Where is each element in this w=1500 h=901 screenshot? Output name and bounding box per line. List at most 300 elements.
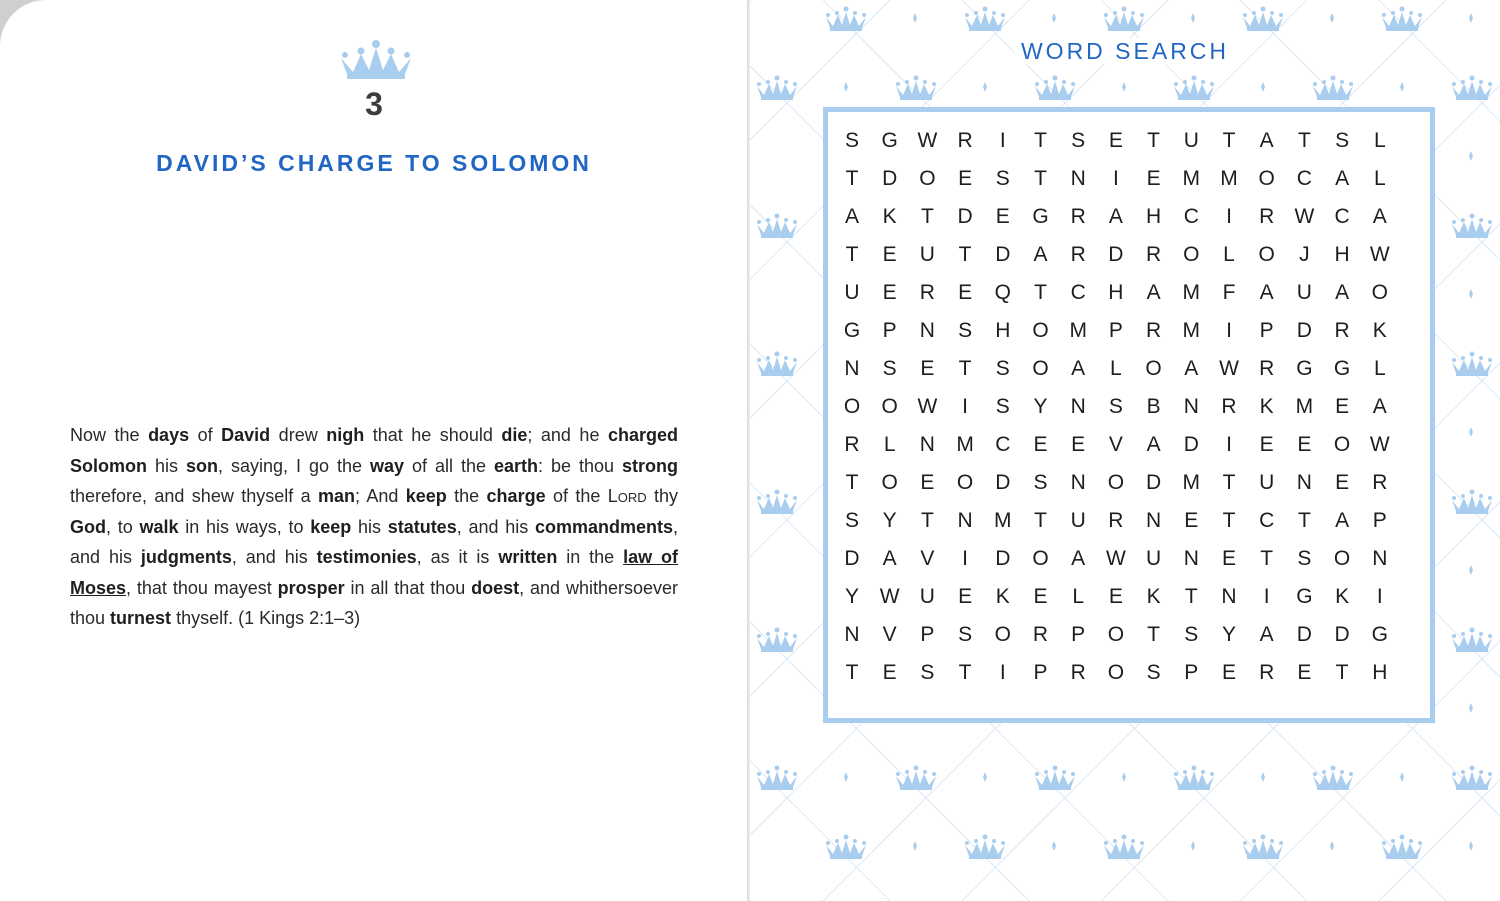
grid-letter[interactable]: E — [1108, 585, 1123, 608]
highlighted-word: son — [185, 455, 218, 476]
grid-letter[interactable]: R — [1032, 623, 1049, 646]
grid-letter[interactable]: C — [1070, 281, 1086, 304]
grid-letter[interactable]: G — [1333, 357, 1351, 380]
diamond-icon — [1122, 82, 1126, 92]
grid-letter[interactable]: H — [1372, 661, 1388, 684]
grid-letter[interactable]: R — [957, 129, 973, 152]
diamond-icon — [844, 772, 848, 782]
grid-letter[interactable]: O — [956, 471, 974, 494]
grid-letter[interactable]: A — [844, 205, 859, 228]
grid-letter[interactable]: O — [1032, 357, 1049, 380]
grid-letter[interactable]: A — [1335, 509, 1350, 532]
grid-letter[interactable]: E — [1297, 661, 1312, 684]
grid-letter[interactable]: S — [882, 357, 897, 380]
grid-letter[interactable]: I — [962, 547, 969, 570]
grid-letter[interactable]: E — [882, 661, 897, 684]
grid-letter[interactable]: A — [1259, 623, 1274, 646]
grid-row — [840, 319, 1408, 357]
passage-text: in his ways, to — [178, 516, 311, 537]
passage-text: that he should — [364, 425, 502, 445]
grid-letter[interactable]: N — [1070, 471, 1086, 494]
grid-letter[interactable]: M — [1182, 281, 1201, 304]
grid-letter[interactable]: G — [881, 129, 898, 152]
grid-letter[interactable]: T — [845, 167, 859, 190]
grid-letter[interactable]: M — [956, 433, 974, 456]
grid-letter[interactable]: O — [1032, 547, 1049, 570]
grid-letter[interactable]: S — [958, 623, 973, 646]
grid-letter[interactable]: M — [1295, 395, 1314, 418]
diamond-icon — [913, 13, 917, 23]
grid-letter[interactable]: N — [1221, 585, 1237, 608]
passage-text: , and whithersoever thou — [70, 577, 678, 628]
grid-letter[interactable]: M — [1220, 167, 1238, 190]
grid-letter[interactable]: R — [1221, 395, 1237, 418]
grid-letter[interactable]: A — [882, 547, 897, 570]
crown-icon — [1382, 7, 1422, 32]
grid-letter[interactable]: L — [1110, 357, 1122, 380]
grid-row — [840, 129, 1408, 167]
grid-letter[interactable]: B — [1146, 395, 1161, 418]
grid-letter[interactable]: W — [1219, 357, 1239, 380]
grid-letter[interactable]: S — [1184, 623, 1199, 646]
grid-letter[interactable]: S — [920, 661, 935, 684]
diamond-icon — [1469, 427, 1473, 437]
grid-letter[interactable]: G — [1296, 357, 1313, 380]
grid-letter[interactable]: E — [1146, 167, 1161, 190]
highlighted-word: strong — [622, 455, 678, 476]
grid-letter[interactable]: I — [962, 395, 969, 418]
passage-text: in all that thou — [344, 577, 472, 598]
grid-letter[interactable]: E — [1259, 433, 1274, 456]
grid-letter[interactable]: V — [1108, 433, 1123, 456]
grid-letter[interactable]: A — [1259, 129, 1274, 152]
grid-letter[interactable]: K — [1259, 395, 1274, 418]
crown-icon — [1452, 352, 1492, 377]
grid-row — [840, 205, 1408, 243]
grid-letter[interactable]: H — [1108, 281, 1124, 304]
grid-letter[interactable]: R — [1146, 243, 1162, 266]
grid-letter[interactable]: M — [1069, 319, 1087, 342]
passage-text: Lord — [607, 486, 647, 506]
highlighted-word: doest — [471, 577, 520, 598]
grid-letter[interactable]: T — [1147, 129, 1160, 152]
crown-icon — [1452, 490, 1492, 515]
grid-letter[interactable]: U — [844, 281, 860, 304]
diamond-icon — [1330, 841, 1334, 851]
grid-letter[interactable]: L — [1223, 243, 1235, 266]
chapter-title: DAVID’S CHARGE TO SOLOMON — [156, 150, 592, 176]
grid-letter[interactable]: E — [920, 357, 935, 380]
grid-letter[interactable]: A — [1033, 243, 1048, 266]
grid-letter[interactable]: M — [1182, 319, 1201, 342]
grid-letter[interactable]: I — [1226, 205, 1232, 228]
grid-letter[interactable]: T — [920, 205, 934, 228]
grid-letter[interactable]: T — [845, 471, 859, 494]
grid-letter[interactable]: A — [1071, 547, 1086, 570]
grid-letter[interactable]: M — [1182, 471, 1201, 494]
grid-letter[interactable]: E — [958, 585, 973, 608]
grid-letter[interactable]: N — [844, 357, 860, 380]
grid-letter[interactable]: V — [882, 623, 897, 646]
highlighted-word: days — [148, 425, 190, 445]
grid-letter[interactable]: W — [1294, 205, 1315, 228]
grid-row — [840, 243, 1408, 281]
grid-letter[interactable]: R — [844, 433, 860, 456]
grid-letter[interactable]: O — [1107, 661, 1125, 684]
grid-row — [840, 623, 1408, 661]
grid-letter[interactable]: V — [920, 547, 935, 570]
grid-letter[interactable]: N — [957, 509, 973, 532]
grid-letter[interactable]: O — [1032, 319, 1049, 342]
diamond-icon — [1400, 82, 1404, 92]
crown-icon — [1243, 835, 1283, 860]
grid-letter[interactable]: G — [1296, 585, 1313, 608]
grid-letter[interactable]: N — [1070, 167, 1086, 190]
passage-text: ; And — [354, 486, 406, 506]
diamond-icon — [1469, 151, 1473, 161]
grid-letter[interactable]: E — [1221, 547, 1236, 570]
grid-letter[interactable]: T — [1297, 509, 1311, 532]
highlighted-word: law of Moses — [70, 547, 679, 598]
diamond-icon — [1122, 772, 1126, 782]
grid-row — [840, 547, 1408, 585]
grid-letter[interactable]: O — [1183, 243, 1200, 266]
grid-letter[interactable]: Y — [882, 509, 897, 532]
grid-letter[interactable]: Q — [994, 281, 1011, 304]
grid-letter[interactable]: O — [1371, 281, 1388, 304]
highlighted-word: Solomon — [70, 455, 147, 476]
grid-letter[interactable]: K — [1335, 585, 1350, 608]
highlighted-word: way — [369, 455, 405, 476]
grid-letter[interactable]: O — [1107, 471, 1125, 494]
diamond-icon — [1469, 13, 1473, 23]
grid-letter[interactable]: U — [1070, 509, 1086, 532]
grid-letter[interactable]: H — [1334, 243, 1350, 266]
grid-letter[interactable]: T — [1222, 129, 1236, 152]
grid-letter[interactable]: D — [1108, 243, 1124, 266]
grid-letter[interactable]: O — [1145, 357, 1162, 380]
grid-letter[interactable]: P — [1259, 319, 1274, 342]
grid-letter[interactable]: O — [1333, 433, 1351, 456]
grid-letter[interactable]: E — [1335, 471, 1350, 494]
grid-letter[interactable]: T — [1222, 471, 1236, 494]
grid-letter[interactable]: G — [1371, 623, 1388, 646]
grid-letter[interactable]: P — [920, 623, 935, 646]
grid-letter[interactable]: R — [919, 281, 935, 304]
highlighted-word: turnest — [110, 608, 172, 628]
grid-letter[interactable]: D — [882, 167, 898, 190]
grid-row — [840, 357, 1408, 395]
grid-letter[interactable]: O — [881, 471, 898, 494]
grid-letter[interactable]: K — [995, 585, 1010, 608]
grid-letter[interactable]: E — [1221, 661, 1236, 684]
grid-row — [840, 661, 1408, 699]
grid-letter[interactable]: H — [995, 319, 1011, 342]
grid-letter[interactable]: T — [1260, 547, 1274, 570]
grid-letter[interactable]: W — [1369, 243, 1390, 266]
grid-letter[interactable]: T — [1222, 509, 1236, 532]
grid-letter[interactable]: E — [1033, 433, 1048, 456]
grid-letter[interactable]: E — [1033, 585, 1048, 608]
grid-letter[interactable]: D — [995, 243, 1011, 266]
crown-icon — [826, 7, 866, 32]
grid-row — [840, 471, 1408, 509]
highlighted-word: keep — [405, 486, 447, 506]
grid-letter[interactable]: F — [1222, 281, 1236, 304]
grid-letter[interactable]: S — [995, 167, 1010, 190]
grid-letter[interactable]: D — [995, 547, 1011, 570]
grid-letter[interactable]: C — [1259, 509, 1275, 532]
grid-letter[interactable]: T — [958, 243, 972, 266]
grid-letter[interactable]: U — [919, 243, 935, 266]
passage-text: the — [446, 486, 487, 506]
grid-letter[interactable]: W — [879, 585, 900, 608]
grid-letter[interactable]: U — [919, 585, 935, 608]
highlighted-word: commandments — [534, 516, 673, 537]
grid-letter[interactable]: D — [957, 205, 973, 228]
grid-letter[interactable]: D — [1146, 471, 1162, 494]
grid-letter[interactable]: E — [958, 167, 973, 190]
passage-text: : be thou — [538, 455, 622, 476]
grid-letter[interactable]: R — [1259, 661, 1275, 684]
grid-letter[interactable]: I — [1376, 585, 1383, 608]
passage-text: , as it is — [416, 547, 499, 567]
grid-letter[interactable]: O — [843, 395, 861, 418]
grid-letter[interactable]: I — [1263, 585, 1270, 608]
grid-letter[interactable]: K — [1372, 319, 1387, 342]
grid-letter[interactable]: A — [1259, 281, 1274, 304]
highlighted-word: charge — [486, 486, 546, 506]
grid-letter[interactable]: R — [1070, 243, 1086, 266]
grid-letter[interactable]: A — [1335, 281, 1350, 304]
grid-letter[interactable]: S — [844, 509, 859, 532]
grid-letter[interactable]: D — [1296, 319, 1312, 342]
grid-letter[interactable]: A — [1146, 281, 1161, 304]
grid-letter[interactable]: W — [1105, 547, 1126, 570]
passage-text: , to — [106, 516, 140, 537]
grid-letter[interactable]: A — [1146, 433, 1161, 456]
diamond-icon — [844, 82, 848, 92]
grid-letter[interactable]: T — [1034, 167, 1047, 190]
grid-letter[interactable]: I — [1112, 167, 1119, 190]
passage-text: Now the — [70, 425, 149, 445]
grid-letter[interactable]: S — [1071, 129, 1086, 152]
grid-letter[interactable]: T — [1335, 661, 1349, 684]
grid-letter[interactable]: R — [1070, 205, 1086, 228]
grid-letter[interactable]: Y — [1221, 623, 1236, 646]
grid-letter[interactable]: E — [920, 471, 935, 494]
grid-letter[interactable]: E — [1108, 129, 1123, 152]
grid-letter[interactable]: T — [958, 661, 972, 684]
grid-letter[interactable]: H — [1146, 205, 1162, 228]
grid-letter[interactable]: R — [1259, 205, 1275, 228]
crown-icon — [1382, 835, 1422, 860]
grid-letter[interactable]: P — [1372, 509, 1387, 532]
grid-letter[interactable]: P — [1184, 661, 1199, 684]
diamond-icon — [1330, 13, 1334, 23]
grid-letter[interactable]: R — [1146, 319, 1162, 342]
diamond-icon — [983, 82, 987, 92]
grid-letter[interactable]: D — [1296, 623, 1312, 646]
grid-letter[interactable]: A — [1071, 357, 1086, 380]
grid-letter[interactable]: E — [882, 243, 897, 266]
grid-letter[interactable]: U — [1183, 129, 1199, 152]
grid-letter[interactable]: O — [1333, 547, 1351, 570]
grid-letter[interactable]: R — [1259, 357, 1275, 380]
grid-letter[interactable]: R — [1108, 509, 1124, 532]
grid-letter[interactable]: P — [882, 319, 897, 342]
grid-letter[interactable]: L — [1373, 167, 1386, 190]
grid-letter[interactable]: M — [1182, 167, 1201, 190]
highlighted-word: earth — [493, 455, 538, 476]
grid-letter[interactable]: I — [1226, 319, 1232, 342]
crown-icon — [757, 214, 797, 239]
grid-letter[interactable]: M — [994, 509, 1012, 532]
grid-letter[interactable]: L — [1072, 585, 1085, 608]
grid-letter[interactable]: C — [995, 433, 1011, 456]
passage-text: of — [189, 425, 222, 445]
grid-letter[interactable]: E — [958, 281, 973, 304]
highlighted-word: statutes — [387, 516, 457, 537]
grid-letter[interactable]: C — [1334, 205, 1350, 228]
grid-letter[interactable]: N — [919, 319, 935, 342]
grid-letter[interactable]: I — [999, 661, 1006, 684]
grid-letter[interactable]: S — [995, 357, 1010, 380]
crown-icon — [337, 38, 415, 80]
grid-letter[interactable]: A — [1108, 205, 1123, 228]
grid-letter[interactable]: T — [1297, 129, 1311, 152]
grid-letter[interactable]: A — [1372, 205, 1387, 228]
grid-letter[interactable]: E — [1335, 395, 1350, 418]
grid-letter[interactable]: K — [1146, 585, 1161, 608]
grid-letter[interactable]: D — [1334, 623, 1350, 646]
grid-letter[interactable]: S — [1108, 395, 1123, 418]
grid-letter[interactable]: S — [995, 395, 1010, 418]
grid-letter[interactable]: S — [958, 319, 973, 342]
grid-letter[interactable]: O — [994, 623, 1011, 646]
grid-letter[interactable]: T — [845, 661, 859, 684]
grid-letter[interactable]: N — [919, 433, 935, 456]
grid-letter[interactable]: L — [1373, 129, 1386, 152]
grid-letter[interactable]: N — [1372, 547, 1388, 570]
grid-letter[interactable]: P — [1033, 661, 1048, 684]
grid-letter[interactable]: R — [1372, 471, 1388, 494]
grid-letter[interactable]: R — [1334, 319, 1350, 342]
grid-letter[interactable]: N — [844, 623, 860, 646]
grid-letter[interactable]: W — [917, 395, 938, 418]
passage-text: of all the — [404, 455, 494, 476]
grid-letter[interactable]: T — [845, 243, 859, 266]
grid-letter[interactable]: S — [1146, 661, 1161, 684]
grid-letter[interactable]: O — [881, 395, 898, 418]
grid-letter[interactable]: T — [1184, 585, 1198, 608]
passage-text: therefore, and shew thyself a — [70, 486, 318, 506]
grid-letter[interactable]: G — [1032, 205, 1049, 228]
grid-letter[interactable]: N — [1296, 471, 1312, 494]
grid-letter[interactable]: N — [1183, 547, 1199, 570]
chapter-number: 3 — [365, 86, 383, 122]
grid-letter[interactable]: S — [1335, 129, 1350, 152]
grid-row — [840, 433, 1408, 471]
grid-letter[interactable]: N — [1183, 395, 1199, 418]
grid-letter[interactable]: C — [1296, 167, 1312, 190]
grid-letter[interactable]: R — [1070, 661, 1086, 684]
passage-text: , and his — [456, 516, 535, 537]
grid-letter[interactable]: N — [1070, 395, 1086, 418]
grid-letter[interactable]: T — [1034, 129, 1047, 152]
grid-letter[interactable]: T — [920, 509, 934, 532]
grid-letter[interactable]: L — [1373, 357, 1386, 380]
grid-letter[interactable]: S — [844, 129, 859, 152]
passage-text: of the — [545, 486, 608, 506]
grid-letter[interactable]: T — [958, 357, 972, 380]
highlighted-word: walk — [139, 516, 179, 537]
crown-icon — [757, 490, 797, 515]
grid-letter[interactable]: L — [883, 433, 896, 456]
page-corner — [0, 0, 46, 46]
grid-letter[interactable]: W — [1369, 433, 1390, 456]
grid-letter[interactable]: U — [1296, 281, 1312, 304]
grid-letter[interactable]: K — [882, 205, 897, 228]
grid-letter[interactable]: J — [1299, 243, 1310, 266]
grid-letter[interactable]: W — [917, 129, 938, 152]
grid-letter[interactable]: U — [1146, 547, 1162, 570]
grid-letter[interactable]: G — [843, 319, 861, 342]
highlighted-word: keep — [310, 516, 352, 537]
grid-letter[interactable]: O — [919, 167, 936, 190]
grid-letter[interactable]: S — [1033, 471, 1048, 494]
grid-letter[interactable]: E — [1297, 433, 1312, 456]
grid-letter[interactable]: P — [1071, 623, 1086, 646]
grid-letter[interactable]: O — [1107, 623, 1125, 646]
grid-letter[interactable]: A — [1184, 357, 1199, 380]
grid-letter[interactable]: D — [844, 547, 860, 570]
grid-letter[interactable]: E — [995, 205, 1010, 228]
passage-text: , and his — [231, 547, 317, 567]
crown-icon — [1313, 766, 1353, 791]
grid-letter[interactable]: T — [1034, 509, 1047, 532]
diamond-icon — [1261, 82, 1265, 92]
passage-text: his — [351, 516, 388, 537]
grid-letter[interactable]: N — [1146, 509, 1162, 532]
grid-letter[interactable]: A — [1372, 395, 1387, 418]
crown-icon — [826, 835, 866, 860]
grid-letter[interactable]: E — [1071, 433, 1086, 456]
grid-letter[interactable]: I — [1226, 433, 1232, 456]
grid-letter[interactable]: Y — [844, 585, 859, 608]
grid-letter[interactable]: T — [1147, 623, 1160, 646]
grid-letter[interactable]: O — [1258, 243, 1275, 266]
grid-letter[interactable]: U — [1259, 471, 1275, 494]
passage-text: ; and he — [527, 425, 608, 445]
grid-letter[interactable]: I — [999, 129, 1006, 152]
grid-letter[interactable]: Y — [1033, 395, 1048, 418]
grid-letter[interactable]: O — [1258, 167, 1275, 190]
crown-icon — [1174, 766, 1214, 791]
grid-letter[interactable]: D — [995, 471, 1011, 494]
grid-letter[interactable]: P — [1108, 319, 1123, 342]
grid-letter[interactable]: T — [1034, 281, 1047, 304]
grid-letter[interactable]: A — [1335, 167, 1350, 190]
grid-letter[interactable]: E — [1184, 509, 1199, 532]
passage-text: drew — [270, 425, 327, 445]
grid-letter[interactable]: D — [1183, 433, 1199, 456]
crown-icon — [1452, 628, 1492, 653]
grid-letter[interactable]: S — [1297, 547, 1312, 570]
word-search-grid — [840, 129, 1408, 699]
grid-letter[interactable]: C — [1183, 205, 1199, 228]
grid-letter[interactable]: E — [882, 281, 897, 304]
